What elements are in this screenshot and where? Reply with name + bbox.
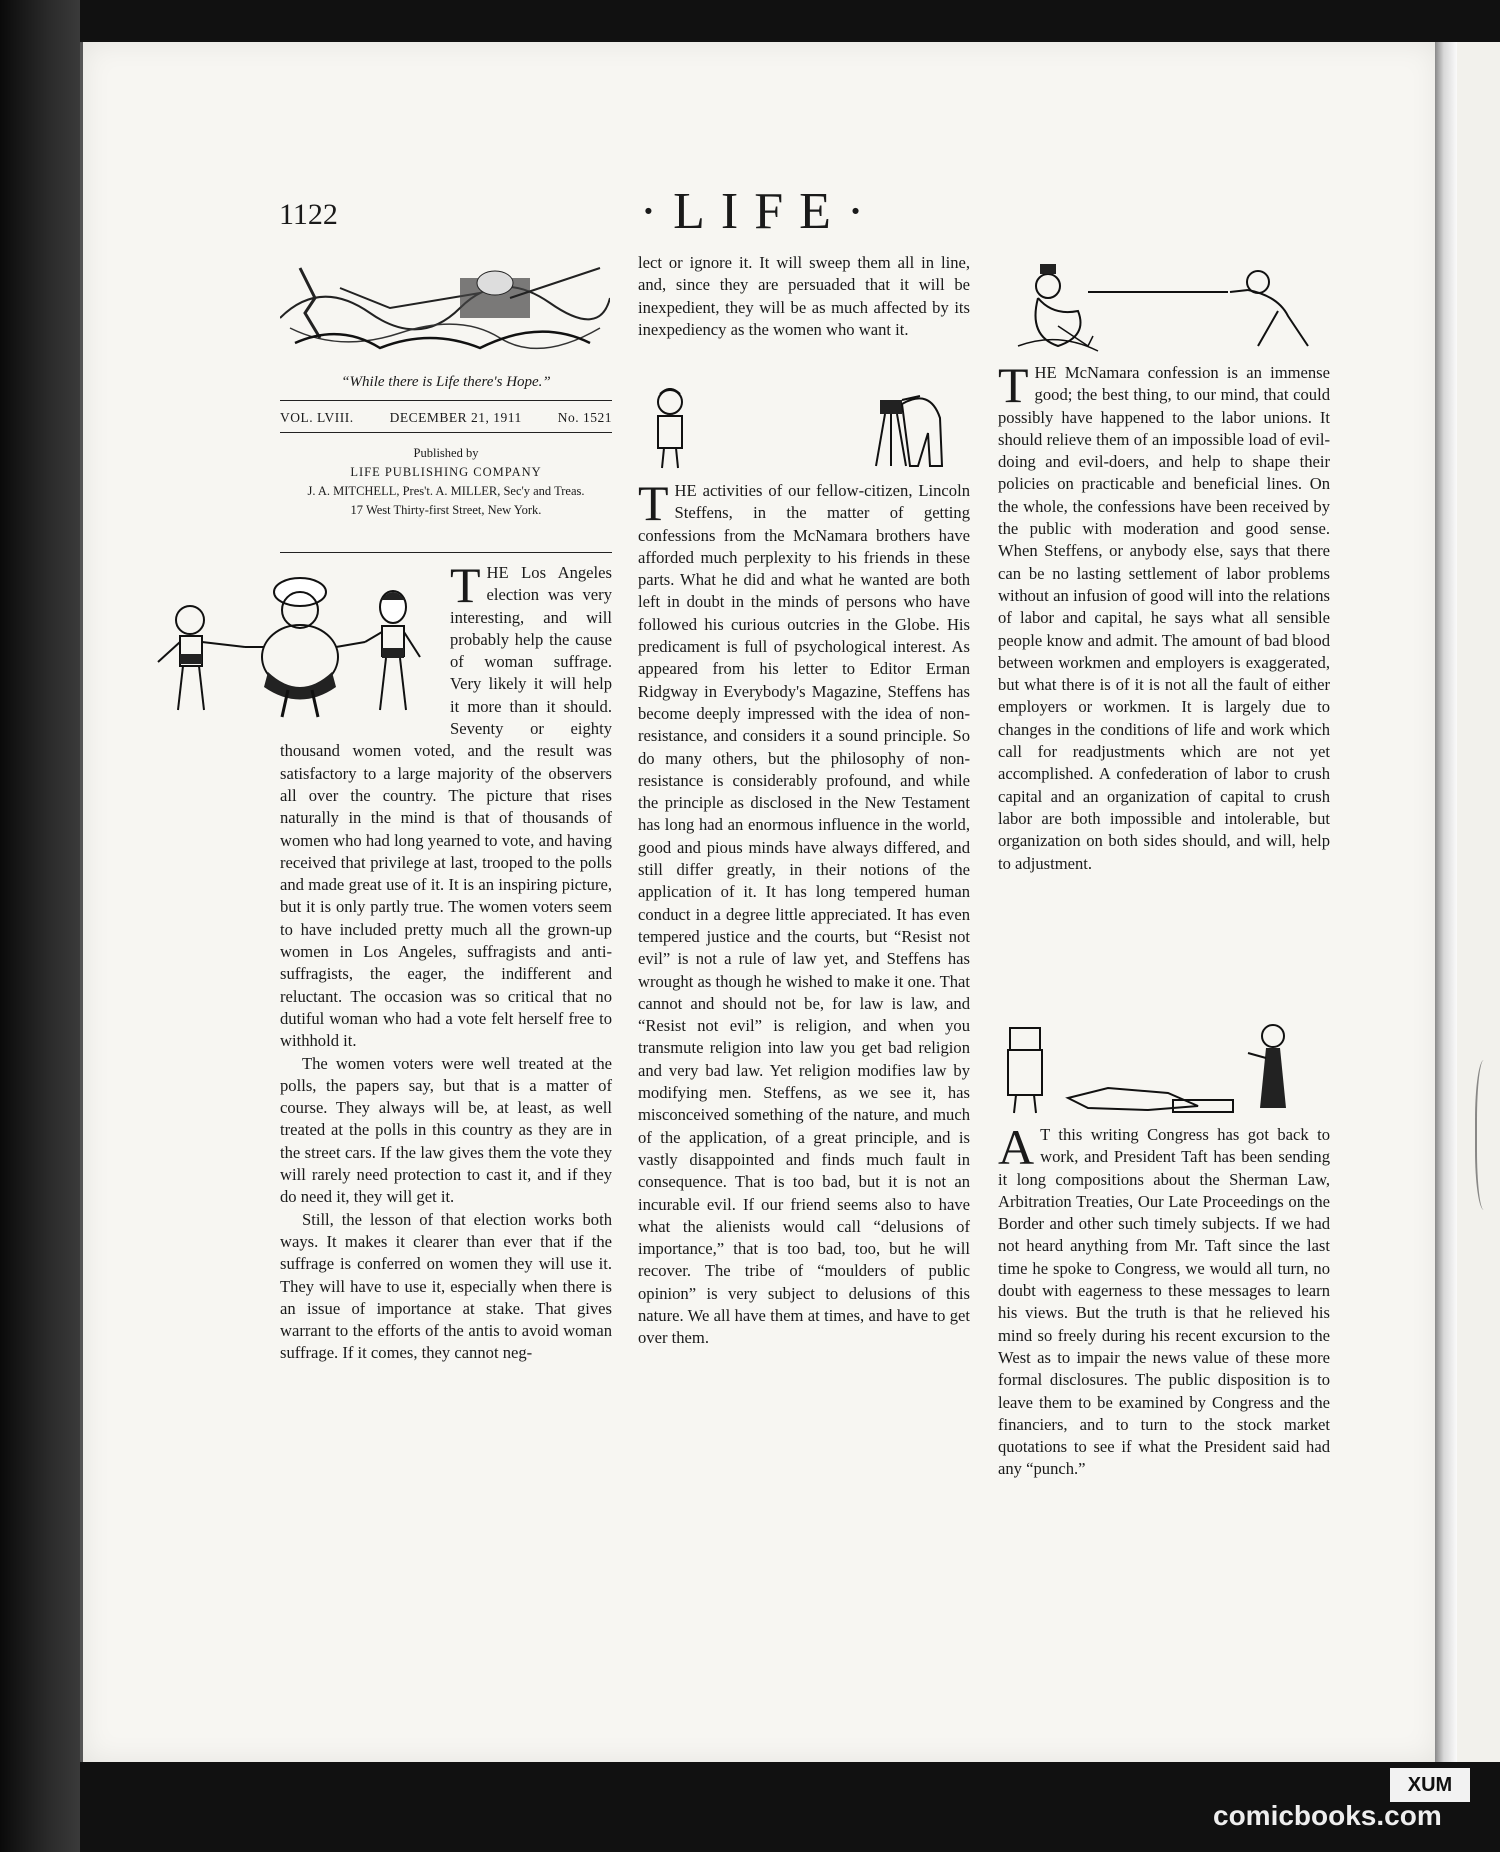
publisher-officers: J. A. MITCHELL, Pres't. A. MILLER, Sec'y and Treas. xyxy=(307,484,585,498)
issue-number: No. 1521 xyxy=(557,410,612,425)
mcnamara-article-text: HE McNamara confession is an immense good; the best thing, to our mind, that could possibly have happened to the labor unions. It should relieve them of an impossible load of evil-doing and evil-doers, and help to shape their policies on practicable and beneficial lines. On the whole, the confessions have been received by the public with moderation and good sense. When Steffens, or anybody else, says that there can be no lasting settlement of labor problems without an infusion of good will into the relations of labor and capital, he says what all sensible people know and admit. The amount of bad blood between workmen and employers is exaggerated, but what there is of it is not all the fault of either employers or workmen. It is largely due to changes in the conditions of life and work which call for readjustments which are not yet accomplished. A confederation of labor to crush capital and an organization of capital to crush labor are both impossible and intolerable, but organization on both sides should, and will, help to adjustment. xyxy=(998,363,1330,873)
masthead-title: ·LIFE· xyxy=(639,183,881,240)
column-2-continuation xyxy=(638,252,970,341)
masthead-motto: “While there is Life there's Hope.” xyxy=(341,374,551,390)
taft-cartoon-illustration xyxy=(998,1018,1330,1118)
column-2 xyxy=(638,475,970,1350)
page-number: 1122 xyxy=(279,198,338,231)
adjacent-page-edge xyxy=(1457,42,1500,1762)
scan-border xyxy=(0,0,80,1852)
illustration-spacer xyxy=(280,562,450,727)
los-angeles-paragraph-2: The women voters were well treated at the polls, the papers say, but that is a matter of course. They always will be, at least, as well treated at the polls in this country as they are in the street cars. If the law gives them the vote they will rarely need protection to cast it, and if they do need it, they will get it. xyxy=(280,1053,612,1207)
publisher-address: 17 West Thirty-first Street, New York. xyxy=(350,503,542,517)
dropcap-t-2: T xyxy=(638,475,669,531)
mcnamara-article xyxy=(998,357,1330,875)
steffens-camera-illustration xyxy=(640,388,970,472)
column-3 xyxy=(998,357,1330,875)
masthead-banner-illustration xyxy=(280,258,610,358)
rule-mid xyxy=(280,432,612,433)
congress-article-text: T this writing Congress has got back to work, and President Taft has been sending it long compositions about the Sherman Law, Arbitration Treaties, Our Late Proceedings on the Border and other such timely subjects. If we had not heard anything from Mr. Taft since the last time he spoke to Congress, we would all turn, no doubt with eagerness to these messages to learn his views. But the truth is that he relieved his mind so freely during his recent excursion to the West as to impair the news value of these more formal disclosures. The public disposition is to leave them to be examined by Congress and the financiers, and to turn to the stock market quotations to see if what the President said had any “punch.” xyxy=(998,1125,1330,1479)
steffens-article xyxy=(638,475,970,1350)
steffens-article-text: HE activities of our fellow-citizen, Lincoln Steffens, in the matter of getting confessions from the McNamara brothers have afforded much perplexity to his friends in these parts. What he did and what he wanted are both left in doubt in the minds of persons who have followed his curious outcries in the Globe. His predicament is full of psychological interest. As appeared from his letter to Editor Erman Ridgway in Everybody's Magazine, Steffens has become deeply impressed with the idea of non-resistance, and considers it a sound principle. So do many others, but the philosophy of non-resistance is considerably profound, and while the principle as disclosed in the New Testament has long had an enormous influence in the world, good and pious minds have always differed, and still differ greatly, in their notions of the application of it. It has long tempered human conduct in a degree little appreciated. It has even tempered justice and the courts, but “Resist not evil” is not a rule of law yet, and Steffens has wrought as though he wished to make it one. That cannot and should not be, for law is law, and “Resist not evil” is religion, and when you transmute religion into law you get bad religion and very bad law. Yet religion modifies law by modifying men. Steffens, as we see it, has misconceived something of the nature, and much of the application, of a great principle, and is vastly disappointed and finds much fault in consequence. That is too bad, but it is not an incurable evil. If our friend seems also to have what the alienists would call “delusions of importance,” that is too bad, too, but he will recover. The tribe of “moulders of public opinion” is very subject to delusions of this nature. We all have them at times, and have to get over them. xyxy=(638,481,970,1348)
volume-line xyxy=(280,410,612,426)
column-3-congress xyxy=(998,1119,1330,1481)
scan-stamp: XUM xyxy=(1390,1768,1470,1802)
dropcap-a: A xyxy=(998,1119,1035,1175)
rule-top xyxy=(280,400,612,401)
publisher-name: LIFE PUBLISHING COMPANY xyxy=(350,465,542,479)
rule-bottom xyxy=(280,552,612,553)
tug-of-war-illustration xyxy=(998,256,1330,356)
volume: VOL. LVIII. xyxy=(280,410,354,425)
los-angeles-lead-text: HE Los Angeles election was very interesting, and will probably help the cause of woman suffrage. Very likely it will help it more than it should. Seventy or eighty thousand women voted, and the result was satisfactory to a large majority of the observers all over the country. The picture that rises naturally in the mind is that of thousands of women who had long yearned to vote, and having received that privilege at last, trooped to the polls and made great use of it. It is an inspiring picture, but it is only partly true. The women voters seem to have included pretty much all the grown-up women in Los Angeles, suffragists and anti-suffragists, the eager, the indifferent and reluctant. The occasion was so critical that no dutiful woman who had a vote felt herself free to withhold it. xyxy=(280,563,612,1051)
los-angeles-paragraph-3: Still, the lesson of that election works both ways. It makes it clearer than ever that if the suffrage is conferred on women they will use it. They will have to use it, especially when there is an issue of importance at stake. That gives warrant to the efforts of the antis to avoid woman suffrage. If it comes, they cannot neg- xyxy=(280,1209,612,1363)
issue-date: DECEMBER 21, 1911 xyxy=(389,410,522,425)
adjacent-page-drawing xyxy=(1475,1060,1497,1210)
publisher-block xyxy=(280,444,612,520)
dropcap-t: T xyxy=(450,557,481,613)
congress-article xyxy=(998,1119,1330,1481)
dropcap-t-3: T xyxy=(998,357,1029,413)
page-gutter xyxy=(1435,42,1457,1762)
published-by: Published by xyxy=(413,446,479,460)
continuation-paragraph: lect or ignore it. It will sweep them all in line, and, since they are persuaded that it will be inexpedient, they will be as much affected by its inexpediency as the women who want it. xyxy=(638,253,970,339)
site-watermark: comicbooks.com xyxy=(1213,1800,1442,1831)
column-1 xyxy=(280,557,612,1365)
